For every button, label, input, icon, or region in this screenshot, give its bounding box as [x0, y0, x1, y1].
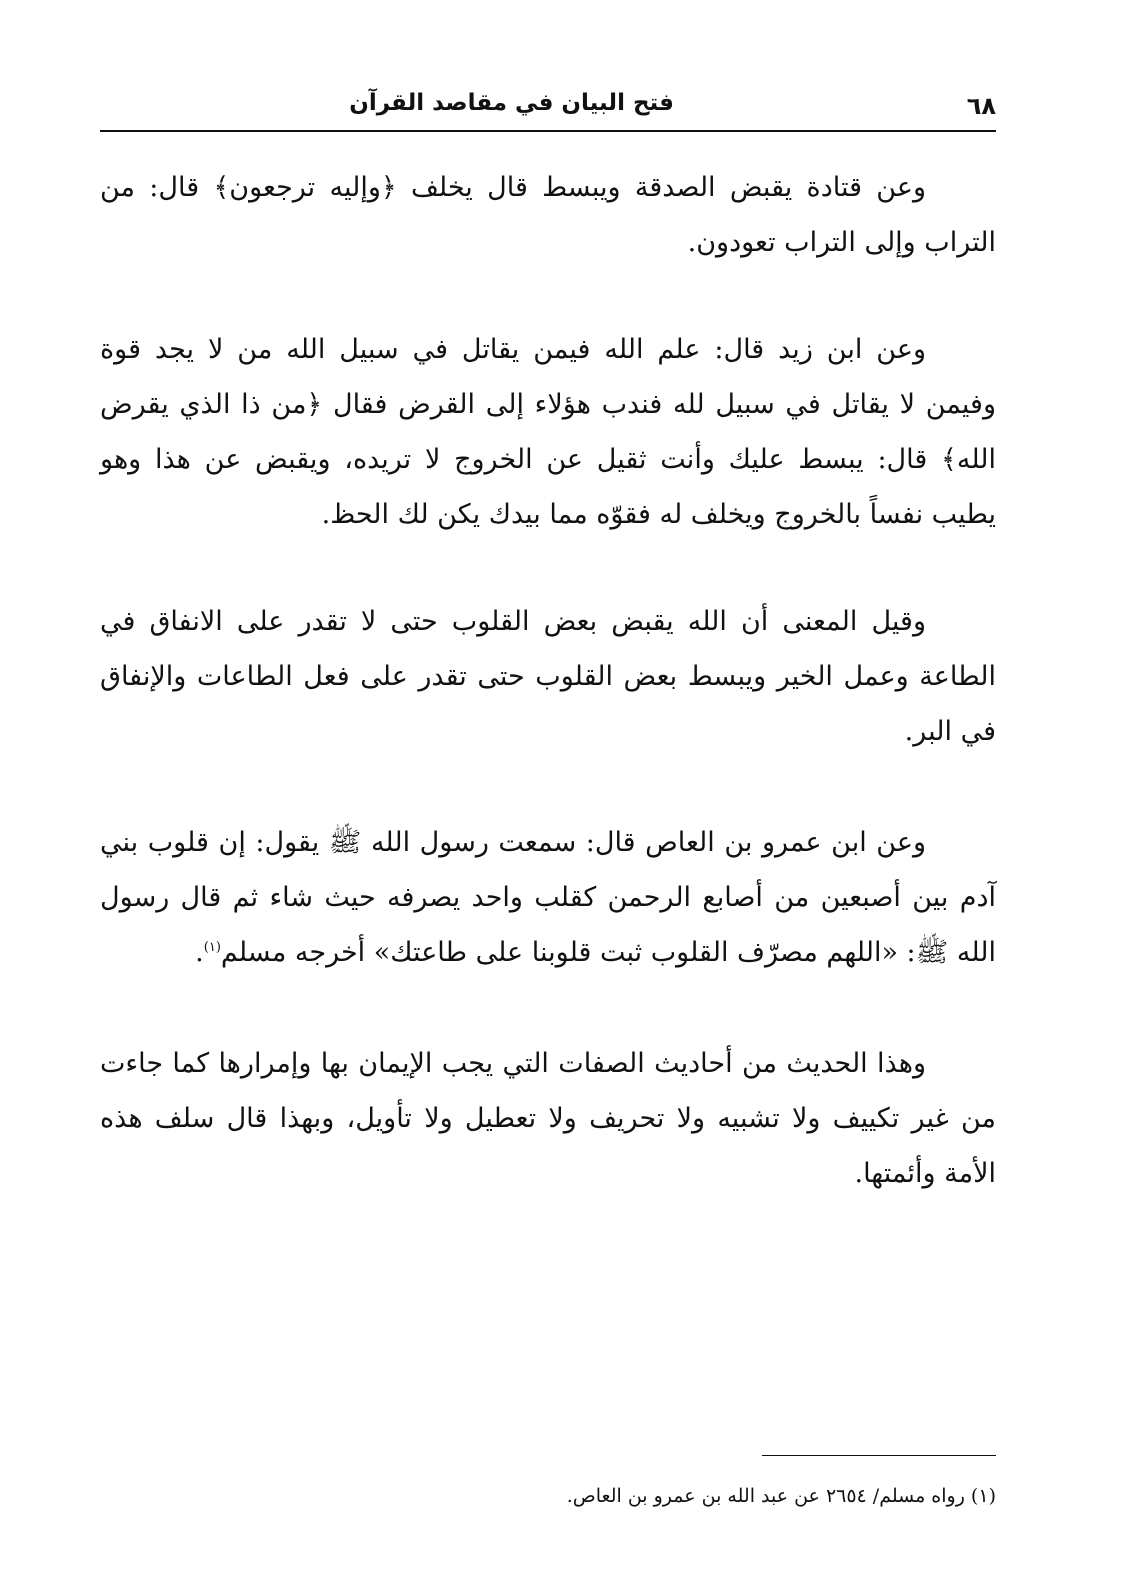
main-text: [100, 160, 996, 1253]
running-title: فتح البيان في مقاصد القرآن: [349, 90, 674, 116]
paragraph-meaning: وقيل المعنى أن الله يقبض بعض القلوب حتى لا تقدر على الانفاق في الطاعة وعمل الخير ويبسط بعض القلوب حتى تقدر على فعل الطاعات والإنفاق في البر.: [100, 606, 996, 747]
hadith-text: وعن ابن عمرو بن العاص قال: سمعت رسول الله ﷺ يقول: إن قلوب بني آدم بين أصبعين من أصابع الرحمن كقلب واحد يصرفه حيث شاء ثم قال رسول الله ﷺ: «اللهم مصرّف القلوب ثبت قلوبنا على طاعتك» أخرجه مسلم: [100, 827, 996, 968]
page-number: ٦٨: [966, 92, 996, 120]
footnote-reference[interactable]: (١): [203, 940, 221, 955]
paragraph-sifat: وهذا الحديث من أحاديث الصفات التي يجب الإيمان بها وإمرارها كما جاءت من غير تكييف ولا تشبيه ولا تحريف ولا تعطيل ولا تأويل، وبهذا قال سلف هذه الأمة وأئمتها.: [100, 1048, 996, 1189]
paragraph-hadith: [100, 815, 996, 980]
hadith-text-end: .: [195, 937, 204, 968]
page-header: [100, 84, 996, 128]
paragraph-qatada: وعن قتادة يقبض الصدقة ويبسط قال يخلف ﴿وإليه ترجعون﴾ قال: من التراب وإلى التراب تعودون.: [100, 172, 996, 258]
paragraph-ibn-zayd: وعن ابن زيد قال: علم الله فيمن يقاتل في سبيل الله من لا يجد قوة وفيمن لا يقاتل في سبيل لله فندب هؤلاء إلى القرض فقال ﴿من ذا الذي يقرض الله﴾ قال: يبسط عليك وأنت ثقيل عن الخروج لا تريده، ويقبض عن هذا وهو يطيب نفساً بالخروج ويخلف له فقوّه مما بيدك يكن لك الحظ.: [100, 334, 996, 530]
header-divider: [100, 130, 996, 132]
footnote: (١) رواه مسلم/ ٢٦٥٤ عن عبد الله بن عمرو بن العاص.: [566, 1485, 996, 1507]
footnote-divider: [762, 1455, 996, 1456]
